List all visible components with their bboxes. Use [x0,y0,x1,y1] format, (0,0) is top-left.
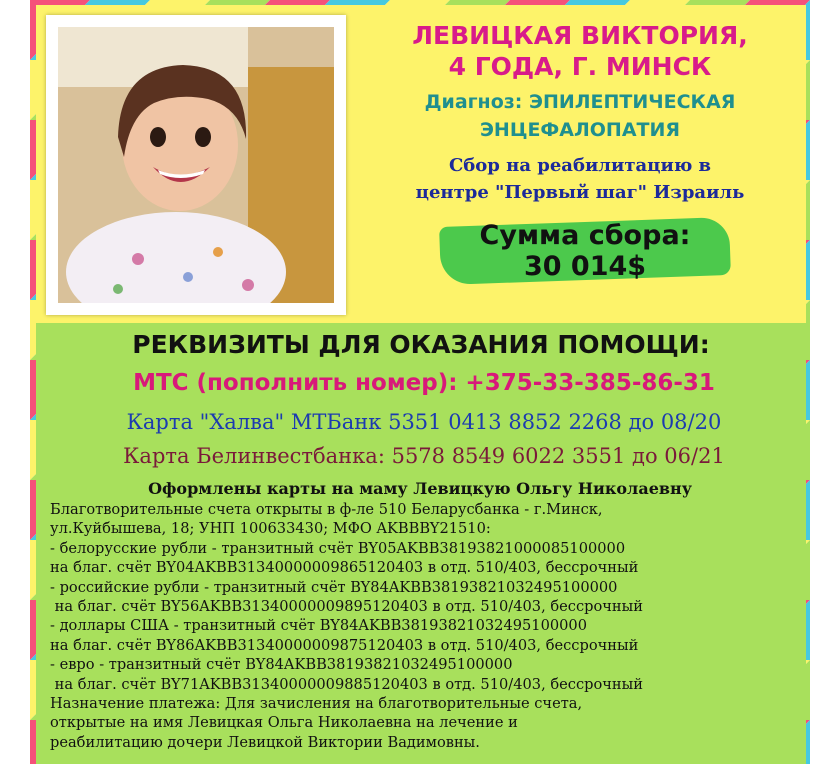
card-belinvest: Карта Белинвестбанка: 5578 8549 6022 3551 до 06/21 [123,444,725,468]
bank-details [44,478,796,764]
diagnosis-line-2: ЭНЦЕФАЛОПАТИЯ [479,119,681,141]
sum-value: 30 014$ [523,251,647,282]
diagnosis-line-1: Диагноз: ЭПИЛЕПТИЧЕСКАЯ [424,91,736,113]
bank-details-line: - доллары США - транзитный счёт BY84AKBB38193821032495100000 [50,617,588,635]
poster [30,0,810,764]
requisites-title: РЕКВИЗИТЫ ДЛЯ ОКАЗАНИЯ ПОМОЩИ: [132,330,710,359]
bank-details-line: - белорусские рубли - транзитный счёт BY05AKBB38193821000085100000 [50,539,626,557]
child-photo-icon [58,27,334,303]
bank-details-line: ул.Куйбышева, 18; УНП 100633430; МФО AKBBBY21510: [50,520,491,538]
bank-details-lines [44,500,796,752]
photo-frame [46,15,346,315]
goal-line-1: Сбор на реабилитацию в [448,155,712,176]
sum-label: Сумма сбора: [479,220,691,251]
sum-badge [430,216,730,286]
name-line-2: 4 ГОДА, Г. МИНСК [448,52,712,81]
bank-details-line: Благотворительные счета открыты в ф-ле 510 Беларусбанка - г.Минск, [50,501,603,518]
goal-line-2: центре "Первый шаг" Израиль [415,182,745,203]
bank-details-line: на благ. счёт BY04AKBB31340000009865120403 в отд. 510/403, бессрочный [50,559,639,577]
bank-details-line: открытые на имя Левицкая Ольга Николаевна на лечение и [50,714,518,732]
mts-phone: МТС (пополнить номер): +375-33-385-86-31 [133,370,715,396]
card-halva: Карта "Халва" МТБанк 5351 0413 8852 2268 до 08/20 [126,410,722,434]
sum-text [430,220,740,282]
child-photo [58,27,334,303]
bank-details-line: Назначение платежа: Для зачисления на благотворительные счета, [50,695,583,713]
bank-details-line: - евро - транзитный счёт BY84AKBB38193821032495100000 [50,656,513,674]
title-block [360,20,800,286]
bank-details-line: на благ. счёт BY71AKBB31340000009885120403 в отд. 510/403, бессрочный [50,675,643,693]
bank-details-line: реабилитацию дочери Левицкой Виктории Вадимовны. [50,733,480,751]
name-line-1: ЛЕВИЦКАЯ ВИКТОРИЯ, [412,21,748,50]
bank-details-line: - российские рубли - транзитный счёт BY84AKBB38193821032495100000 [50,578,618,596]
bank-details-heading: Оформлены карты на маму Левицкую Ольгу Николаевну [148,479,692,498]
bank-details-line: на благ. счёт BY56AKBB31340000009895120403 в отд. 510/403, бессрочный [50,598,643,616]
bank-details-line: на благ. счёт BY86AKBB31340000009875120403 в отд. 510/403, бессрочный [50,636,639,654]
